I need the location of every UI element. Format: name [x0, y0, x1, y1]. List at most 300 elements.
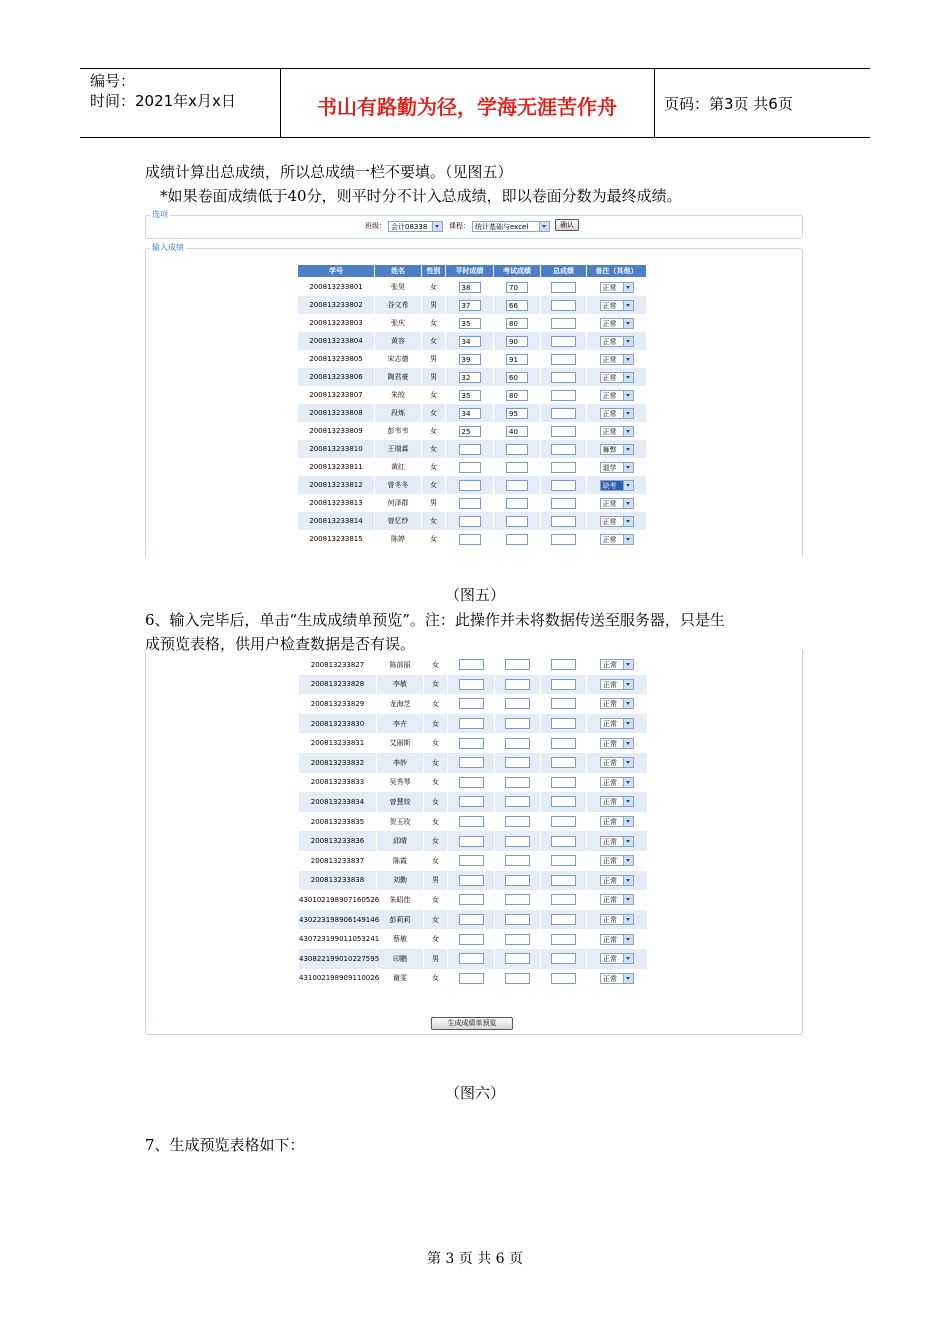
student-sex: 女 — [430, 463, 437, 471]
usual-score-input[interactable] — [459, 444, 481, 455]
exam-score-input[interactable] — [505, 738, 530, 749]
student-id: 200813233827 — [310, 660, 365, 669]
exam-score-input[interactable] — [505, 718, 530, 729]
exam-score-input[interactable] — [506, 444, 528, 455]
note-select-value: 正常 — [603, 876, 617, 885]
usual-score-input[interactable] — [459, 953, 484, 964]
note-select-value: 正常 — [603, 680, 617, 689]
student-name: 印鹏 — [393, 954, 407, 963]
note-select-value: 正常 — [603, 955, 617, 964]
student-name: 谷文希 — [387, 301, 409, 309]
total-score-input[interactable] — [551, 318, 576, 329]
usual-score-input[interactable]: 34 — [459, 336, 481, 347]
note-select-value: 正常 — [603, 818, 617, 827]
name-cell — [377, 890, 424, 910]
exam-score-input[interactable] — [506, 516, 528, 527]
exam-score-input[interactable]: 90 — [506, 336, 528, 347]
exam-score-input[interactable] — [505, 914, 530, 925]
generate-preview-button[interactable]: 生成成绩单预览 — [431, 1017, 513, 1030]
total-score-input[interactable] — [551, 498, 576, 509]
chevron-down-icon — [623, 660, 633, 669]
total-score-input[interactable] — [551, 914, 576, 925]
chevron-down-icon — [623, 680, 633, 689]
total-score-input[interactable] — [551, 426, 576, 437]
usual-score-input[interactable]: 32 — [459, 372, 481, 383]
total-score-input[interactable] — [551, 480, 576, 491]
note-cell — [587, 296, 647, 314]
total-score-input[interactable] — [551, 738, 576, 749]
usual-score-input[interactable] — [459, 480, 481, 491]
student-sex: 男 — [430, 499, 437, 507]
exam-score-input[interactable] — [505, 875, 530, 886]
note-cell — [587, 655, 648, 675]
total-score-input[interactable] — [551, 855, 576, 866]
sex-cell — [424, 675, 448, 695]
note-select-value: 舞弊 — [602, 445, 617, 454]
usual-score-cell — [448, 792, 495, 812]
note-select[interactable] — [600, 698, 634, 709]
usual-score-input[interactable] — [459, 934, 484, 945]
note-cell — [587, 831, 648, 851]
note-select[interactable] — [600, 408, 634, 419]
exam-score-input[interactable] — [505, 836, 530, 847]
student-id: 430723199011053241 — [299, 935, 380, 944]
usual-score-input[interactable] — [459, 718, 484, 729]
name-cell — [377, 792, 424, 812]
name-cell — [375, 530, 422, 548]
exam-score-cell — [495, 949, 541, 969]
usual-score-input[interactable]: 38 — [459, 282, 481, 293]
exam-score-input[interactable]: 91 — [506, 354, 528, 365]
exam-score-cell — [495, 753, 541, 773]
note-select-value: 正常 — [603, 739, 617, 748]
note-select[interactable] — [600, 336, 634, 347]
student-id: 200813233813 — [309, 499, 363, 507]
note-select[interactable] — [600, 953, 634, 964]
student-id-cell — [298, 512, 375, 530]
total-score-cell — [541, 458, 587, 476]
usual-score-input[interactable]: 35 — [459, 318, 481, 329]
note-select[interactable] — [600, 777, 634, 788]
note-select[interactable] — [600, 973, 634, 984]
usual-score-input[interactable]: 39 — [459, 354, 481, 365]
exam-score-input[interactable] — [505, 816, 530, 827]
sex-cell — [422, 512, 446, 530]
note-select-value: 正常 — [602, 517, 617, 526]
header-divider — [654, 69, 655, 137]
usual-score-input[interactable] — [459, 698, 484, 709]
total-score-input[interactable] — [551, 679, 576, 690]
student-name: 陈婷 — [391, 535, 405, 543]
total-score-input[interactable] — [551, 836, 576, 847]
usual-score-input[interactable] — [459, 836, 484, 847]
confirm-button[interactable]: 确认 — [555, 219, 579, 231]
note-select[interactable] — [600, 855, 634, 866]
usual-score-input[interactable] — [459, 534, 481, 545]
note-select[interactable] — [600, 738, 634, 749]
student-id-cell — [299, 890, 380, 910]
note-select[interactable] — [600, 718, 634, 729]
total-score-input[interactable] — [551, 757, 576, 768]
student-id: 200813233803 — [309, 319, 363, 327]
note-cell — [587, 494, 647, 512]
usual-score-cell — [448, 655, 495, 675]
student-id-cell — [299, 773, 377, 793]
total-score-cell — [541, 404, 587, 422]
total-score-input[interactable] — [551, 516, 576, 527]
student-id-cell — [299, 753, 377, 773]
exam-score-input[interactable] — [505, 698, 530, 709]
exam-score-cell — [494, 476, 541, 494]
note-select-value: 正常 — [602, 373, 617, 382]
chevron-down-icon — [623, 481, 633, 490]
student-sex: 男 — [432, 876, 439, 885]
usual-score-input[interactable] — [459, 516, 481, 527]
total-score-input[interactable] — [551, 973, 576, 984]
note-select-value: 正常 — [603, 661, 617, 670]
exam-score-input[interactable]: 80 — [506, 390, 528, 401]
exam-score-input[interactable] — [505, 894, 530, 905]
table-row — [299, 792, 648, 812]
student-id-cell — [299, 871, 377, 891]
student-sex: 男 — [430, 373, 437, 381]
total-score-input[interactable] — [551, 796, 576, 807]
total-score-input[interactable] — [551, 953, 576, 964]
table-row — [298, 494, 647, 512]
figure-caption: （图五） — [444, 586, 505, 604]
student-id: 200813233838 — [310, 876, 365, 885]
student-id: 200813233809 — [309, 427, 363, 435]
name-cell — [377, 831, 424, 851]
usual-score-input[interactable] — [459, 738, 484, 749]
sex-cell — [424, 714, 448, 734]
note-cell — [587, 332, 647, 350]
student-id-cell — [299, 792, 377, 812]
student-name: 朱昭佳 — [389, 895, 411, 904]
note-select[interactable] — [600, 659, 634, 670]
student-id: 430102198907160526 — [299, 895, 380, 904]
usual-score-input[interactable] — [459, 462, 481, 473]
note-select[interactable] — [600, 354, 634, 365]
sex-cell — [424, 871, 448, 891]
student-name: 曾忆纱 — [387, 517, 409, 525]
student-sex: 女 — [432, 837, 439, 846]
total-score-cell — [541, 910, 587, 930]
usual-score-cell — [448, 753, 495, 773]
exam-score-input[interactable] — [505, 973, 530, 984]
note-select[interactable] — [600, 796, 634, 807]
note-select[interactable] — [600, 934, 634, 945]
student-name: 何泽群 — [387, 499, 409, 507]
note-select[interactable] — [600, 816, 634, 827]
usual-score-input[interactable]: 34 — [459, 408, 481, 419]
chevron-down-icon — [623, 535, 633, 544]
sex-cell — [422, 368, 446, 386]
sex-cell — [422, 404, 446, 422]
chevron-down-icon — [539, 222, 549, 231]
total-score-cell — [541, 530, 587, 548]
total-score-input[interactable] — [551, 894, 576, 905]
name-cell — [375, 512, 422, 530]
exam-score-cell — [494, 530, 541, 548]
student-id-cell — [299, 851, 377, 871]
name-cell — [375, 386, 422, 404]
exam-score-input[interactable]: 80 — [506, 318, 528, 329]
name-cell — [377, 733, 424, 753]
name-cell — [377, 694, 424, 714]
total-score-input[interactable] — [551, 372, 576, 383]
table-row — [298, 350, 647, 368]
class-select[interactable] — [388, 221, 443, 232]
note-cell — [587, 530, 647, 548]
usual-score-cell — [446, 332, 494, 350]
usual-score-cell — [446, 422, 494, 440]
student-sex: 女 — [432, 660, 439, 669]
figure-crop-mask — [140, 557, 810, 587]
student-name: 艾丽斯 — [389, 739, 411, 748]
table-row — [298, 458, 647, 476]
exam-score-input[interactable]: 60 — [506, 372, 528, 383]
student-name: 黄红 — [391, 463, 405, 471]
paragraph: 成绩计算出总成绩，所以总成绩一栏不要填。（见图五） — [145, 163, 513, 181]
exam-score-cell — [494, 314, 541, 332]
usual-score-input[interactable] — [459, 757, 484, 768]
chevron-down-icon — [623, 427, 633, 436]
exam-score-input[interactable] — [505, 679, 530, 690]
usual-score-cell — [446, 494, 494, 512]
note-select[interactable] — [600, 282, 634, 293]
total-score-input[interactable] — [551, 777, 576, 788]
exam-score-input[interactable] — [505, 953, 530, 964]
note-select[interactable] — [600, 757, 634, 768]
exam-score-cell — [494, 422, 541, 440]
student-id-cell — [298, 278, 375, 297]
total-score-input[interactable] — [551, 336, 576, 347]
table-row — [299, 831, 648, 851]
student-sex: 女 — [430, 283, 437, 291]
note-select[interactable] — [600, 836, 634, 847]
usual-score-input[interactable] — [459, 816, 484, 827]
student-name: 彭韦韦 — [387, 427, 409, 435]
exam-score-cell — [494, 458, 541, 476]
table-header-row — [298, 265, 647, 278]
exam-score-cell — [495, 929, 541, 949]
total-score-input[interactable] — [551, 698, 576, 709]
total-score-input[interactable] — [551, 354, 576, 365]
total-score-cell — [541, 753, 587, 773]
course-select[interactable] — [472, 221, 550, 232]
note-select[interactable] — [600, 534, 634, 545]
usual-score-input[interactable]: 37 — [459, 300, 481, 311]
total-score-input[interactable] — [551, 934, 576, 945]
note-select[interactable] — [600, 390, 634, 401]
student-id: 200813233837 — [310, 856, 365, 865]
total-score-input[interactable] — [551, 444, 576, 455]
note-select-value: 正常 — [603, 837, 617, 846]
total-score-input[interactable] — [551, 300, 576, 311]
student-name: 贺玉玫 — [389, 817, 411, 826]
table-row — [299, 675, 648, 695]
table-row — [298, 368, 647, 386]
usual-score-input[interactable] — [459, 973, 484, 984]
usual-score-cell — [448, 812, 495, 832]
student-id-cell — [299, 831, 377, 851]
total-score-input[interactable] — [551, 462, 576, 473]
student-name: 王瑞霖 — [387, 445, 409, 453]
total-score-cell — [541, 512, 587, 530]
chevron-down-icon — [623, 817, 633, 826]
usual-score-cell — [446, 314, 494, 332]
exam-score-input[interactable] — [505, 796, 530, 807]
exam-score-cell — [495, 694, 541, 714]
options-legend: 选项 — [152, 210, 168, 219]
note-select[interactable] — [600, 462, 634, 473]
total-score-cell — [541, 655, 587, 675]
student-name: 李妙 — [393, 758, 407, 767]
page-footer: 第 3 页 共 6 页 — [426, 1251, 524, 1267]
note-cell — [587, 812, 648, 832]
exam-score-input[interactable] — [506, 480, 528, 491]
sex-cell — [422, 386, 446, 404]
table-row — [298, 440, 647, 458]
note-select-value: 正常 — [602, 319, 617, 328]
usual-score-input[interactable] — [459, 679, 484, 690]
note-select-value: 正常 — [602, 283, 617, 292]
total-score-input[interactable] — [551, 816, 576, 827]
sex-cell — [424, 949, 448, 969]
input-legend: 输入成绩 — [152, 243, 184, 252]
total-score-cell — [541, 812, 587, 832]
total-score-input[interactable] — [551, 282, 576, 293]
note-select[interactable] — [600, 300, 634, 311]
student-id: 200813233831 — [310, 739, 365, 748]
note-select-value: 正常 — [603, 896, 617, 905]
usual-score-input[interactable]: 25 — [459, 426, 481, 437]
usual-score-input[interactable]: 35 — [459, 390, 481, 401]
table-row — [299, 714, 648, 734]
exam-score-cell — [495, 812, 541, 832]
usual-score-input[interactable] — [459, 777, 484, 788]
exam-score-input[interactable]: 66 — [506, 300, 528, 311]
usual-score-input[interactable] — [459, 855, 484, 866]
note-select[interactable] — [600, 426, 634, 437]
table-row — [299, 812, 648, 832]
note-cell — [587, 890, 648, 910]
student-name: 陈霞 — [393, 856, 407, 865]
exam-score-input[interactable] — [506, 498, 528, 509]
student-sex: 女 — [432, 699, 439, 708]
student-sex: 女 — [432, 974, 439, 983]
total-score-cell — [541, 773, 587, 793]
total-score-input[interactable] — [551, 718, 576, 729]
exam-score-input[interactable]: 40 — [506, 426, 528, 437]
student-id-cell — [298, 368, 375, 386]
exam-score-cell — [495, 910, 541, 930]
exam-score-cell — [495, 675, 541, 695]
exam-score-cell — [495, 831, 541, 851]
student-name: 龙海芝 — [389, 699, 411, 708]
student-id: 200813233802 — [309, 301, 363, 309]
chevron-down-icon — [623, 463, 633, 472]
exam-score-input[interactable] — [505, 934, 530, 945]
total-score-input[interactable] — [551, 534, 576, 545]
exam-score-input[interactable] — [505, 757, 530, 768]
name-cell — [377, 753, 424, 773]
note-select[interactable] — [600, 894, 634, 905]
usual-score-input[interactable] — [459, 894, 484, 905]
total-score-input[interactable] — [551, 408, 576, 419]
total-score-input[interactable] — [551, 659, 576, 670]
student-sex: 男 — [430, 301, 437, 309]
usual-score-cell — [448, 831, 495, 851]
total-score-input[interactable] — [551, 390, 576, 401]
total-score-cell — [541, 440, 587, 458]
note-select[interactable] — [600, 318, 634, 329]
table-row — [299, 871, 648, 891]
exam-score-input[interactable] — [506, 462, 528, 473]
exam-score-input[interactable]: 70 — [506, 282, 528, 293]
note-select[interactable] — [600, 372, 634, 383]
usual-score-cell — [446, 386, 494, 404]
exam-score-cell — [495, 871, 541, 891]
name-cell — [377, 929, 424, 949]
exam-score-input[interactable] — [505, 855, 530, 866]
exam-score-input[interactable] — [505, 659, 530, 670]
chevron-down-icon — [623, 974, 633, 983]
note-select[interactable] — [600, 480, 634, 491]
note-cell — [587, 714, 648, 734]
usual-score-cell — [446, 350, 494, 368]
note-select[interactable] — [600, 444, 634, 455]
total-score-cell — [541, 278, 587, 297]
note-cell — [587, 404, 647, 422]
note-select[interactable] — [600, 914, 634, 925]
usual-score-cell — [446, 440, 494, 458]
sex-cell — [424, 773, 448, 793]
note-select-value: 正常 — [603, 759, 617, 768]
total-score-cell — [541, 675, 587, 695]
usual-score-input[interactable] — [459, 875, 484, 886]
exam-score-input[interactable] — [505, 777, 530, 788]
name-cell — [377, 812, 424, 832]
usual-score-input[interactable] — [459, 498, 481, 509]
student-id: 430223198906149146 — [299, 915, 380, 924]
note-select[interactable] — [600, 516, 634, 527]
student-id-cell — [298, 422, 375, 440]
exam-score-input[interactable] — [506, 534, 528, 545]
student-id: 200813233815 — [309, 535, 363, 543]
exam-score-input[interactable]: 95 — [506, 408, 528, 419]
total-score-cell — [541, 851, 587, 871]
student-id-cell — [299, 929, 380, 949]
note-select-value: 正常 — [603, 974, 617, 983]
total-score-input[interactable] — [551, 875, 576, 886]
column-header: 姓名 — [375, 265, 422, 278]
note-select[interactable] — [600, 679, 634, 690]
note-select[interactable] — [600, 875, 634, 886]
note-select[interactable] — [600, 498, 634, 509]
chevron-down-icon — [623, 758, 633, 767]
student-id-cell — [299, 714, 377, 734]
chevron-down-icon — [623, 391, 633, 400]
usual-score-input[interactable] — [459, 659, 484, 670]
table-row — [298, 530, 647, 548]
total-score-cell — [541, 694, 587, 714]
usual-score-input[interactable] — [459, 796, 484, 807]
student-id-cell — [298, 314, 375, 332]
chevron-down-icon — [623, 445, 633, 454]
usual-score-input[interactable] — [459, 914, 484, 925]
